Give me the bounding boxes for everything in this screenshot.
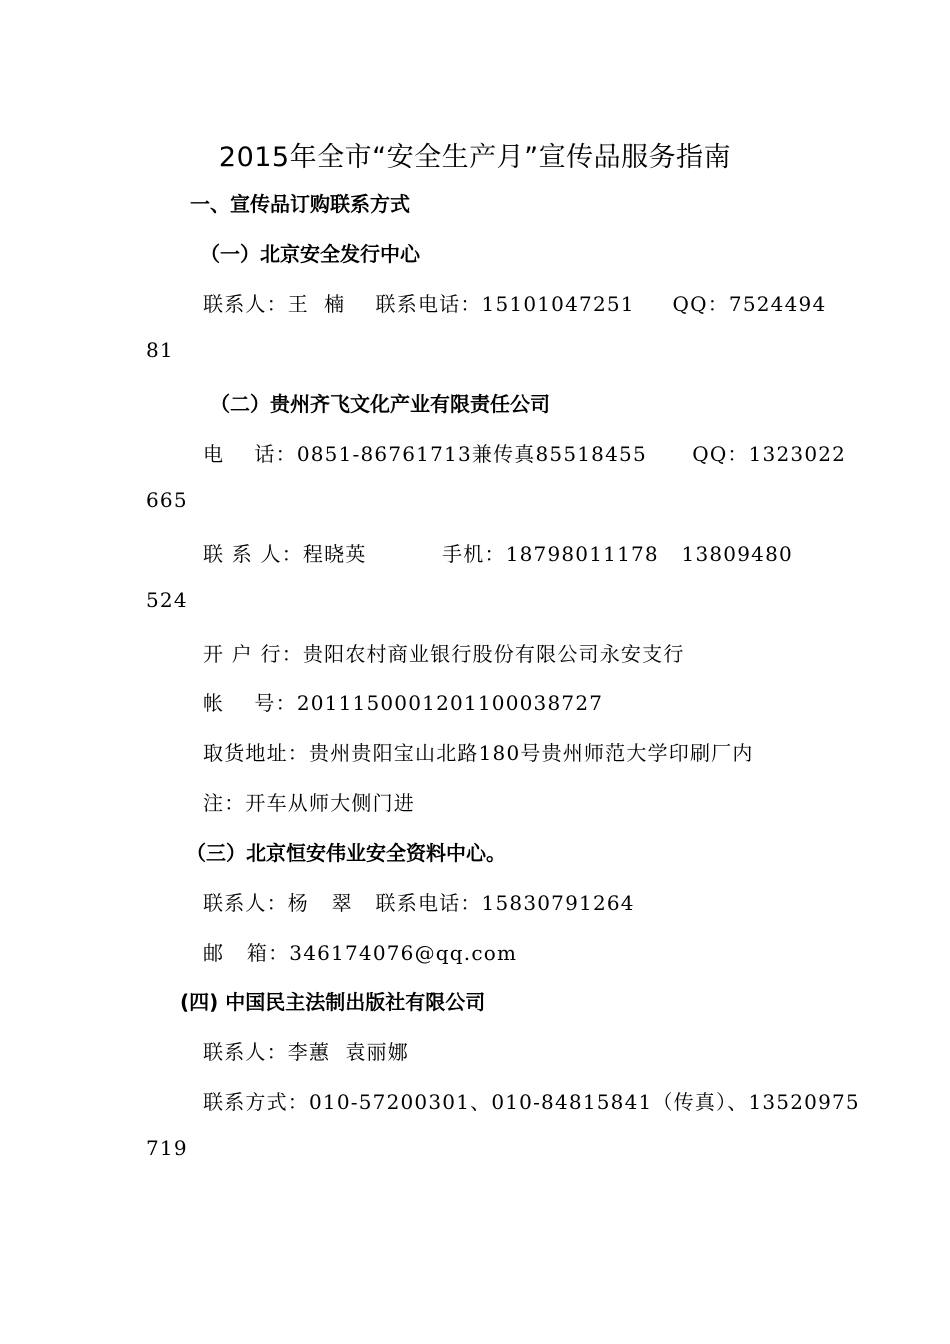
org2-phone-line-wrap: 665 xyxy=(146,488,188,512)
org4-heading: (四) 中国民主法制出版社有限公司 xyxy=(180,990,486,1014)
org2-person-line: 联 系 人：程晓英 手机：18798011178 13809480 xyxy=(203,542,793,566)
org1-heading: （一）北京安全发行中心 xyxy=(200,242,420,266)
org2-bank-line: 开 户 行：贵阳农村商业银行股份有限公司永安支行 xyxy=(203,642,685,666)
org1-contact-line: 联系人：王 楠 联系电话：15101047251 QQ：7524494 xyxy=(203,292,827,316)
section-heading-ordering-contacts: 一、宣传品订购联系方式 xyxy=(190,192,410,216)
org4-method-line-wrap: 719 xyxy=(146,1136,188,1160)
org3-heading: （三）北京恒安伟业安全资料中心。 xyxy=(186,841,506,865)
org2-phone-line: 电 话：0851-86761713兼传真85518455 QQ：1323022 xyxy=(203,442,847,466)
org2-note-line: 注：开车从师大侧门进 xyxy=(203,791,415,815)
org4-person-line: 联系人：李蕙 袁丽娜 xyxy=(203,1040,409,1064)
document-title: 2015年全市“安全生产月”宣传品服务指南 xyxy=(218,142,732,173)
org2-person-line-wrap: 524 xyxy=(146,588,188,612)
org2-heading: （二）贵州齐飞文化产业有限责任公司 xyxy=(210,392,550,416)
org4-method-line: 联系方式：010-57200301、010-84815841（传真）、13520975 xyxy=(203,1090,860,1114)
org1-contact-line-wrap: 81 xyxy=(146,338,174,362)
org2-account-line: 帐 号：2011150001201100038727 xyxy=(203,691,604,715)
org3-contact-line: 联系人：杨 翠 联系电话：15830791264 xyxy=(203,891,635,915)
org3-email-line: 邮 箱：346174076@qq.com xyxy=(203,941,518,965)
org2-address-line: 取货地址：贵州贵阳宝山北路180号贵州师范大学印刷厂内 xyxy=(203,741,754,765)
